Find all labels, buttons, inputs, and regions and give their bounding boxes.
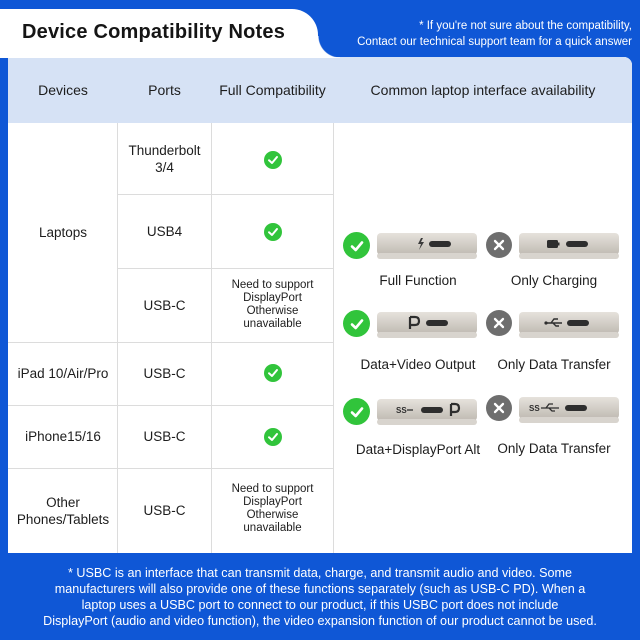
footer-line: DisplayPort (audio and video function), the video expansion function of our product cannot be used. — [43, 614, 597, 628]
port-usbc: USB-C — [143, 366, 186, 381]
note-line: DisplayPort — [243, 292, 302, 304]
device-iphone: iPhone15/16 — [25, 429, 101, 444]
footer-line: manufacturers will also provide one of these functions separately (such as USB-C PD). When a — [54, 582, 586, 596]
port-thunderbolt — [118, 123, 211, 194]
laptop-port-ss-usb — [519, 395, 619, 425]
footer-line: laptop uses a USBC port to connect to our product, if this USBC port does not include — [81, 598, 559, 612]
note-line: Need to support — [231, 483, 314, 495]
availability-label: Full Function — [379, 273, 457, 288]
check-icon — [264, 151, 282, 169]
cross-icon — [486, 395, 512, 421]
availability-label: Only Data Transfer — [497, 441, 611, 456]
header-full-compatibility: Full Compatibility — [219, 82, 326, 98]
check-icon — [343, 310, 370, 337]
displayport-note — [211, 279, 334, 331]
ss-badge: SS — [396, 406, 407, 415]
laptop-port-charging — [519, 231, 619, 261]
cross-icon — [486, 310, 512, 336]
note-line: Otherwise — [246, 509, 299, 521]
header-devices: Devices — [38, 82, 88, 98]
title-tab — [0, 9, 318, 58]
laptop-port-thunderbolt — [377, 231, 477, 261]
check-icon — [343, 232, 370, 259]
compatibility-table — [8, 57, 632, 553]
laptop-port-usb — [519, 310, 619, 340]
note-line: unavailable — [243, 522, 302, 534]
support-note-line2: Contact our technical support team for a quick answer — [357, 36, 632, 48]
port-usbc: USB-C — [143, 297, 186, 313]
availability-label: Only Charging — [510, 273, 598, 288]
laptop-port-ss-displayport — [377, 397, 477, 427]
note-line: Otherwise — [246, 305, 299, 317]
cross-icon — [486, 232, 512, 258]
device-other-phones — [8, 468, 118, 553]
device-other-line2: Phones/Tablets — [16, 511, 110, 527]
footer-line: * USBC is an interface that can transmit data, charge, and transmit audio and video. Some — [67, 566, 573, 580]
availability-label: Only Data Transfer — [497, 357, 611, 372]
displayport-note — [211, 483, 334, 535]
port-usbc: USB-C — [143, 429, 186, 444]
device-laptops: Laptops — [38, 225, 88, 240]
availability-label: Data+Video Output — [360, 357, 476, 372]
check-icon — [264, 364, 282, 382]
footer-note — [12, 565, 628, 629]
header-common-availability: Common laptop interface availability — [370, 82, 596, 98]
note-line: Need to support — [231, 279, 314, 291]
support-note — [302, 18, 632, 50]
check-icon — [343, 398, 370, 425]
ss-badge: SS — [529, 404, 540, 413]
laptop-port-displayport — [377, 310, 477, 340]
port-usb4: USB4 — [146, 223, 183, 239]
device-ipad: iPad 10/Air/Pro — [17, 366, 109, 381]
port-thunderbolt-line2: 3/4 — [155, 159, 174, 175]
page-title: Device Compatibility Notes — [22, 21, 286, 43]
header-ports: Ports — [148, 82, 181, 98]
port-usbc: USB-C — [143, 503, 186, 518]
note-line: unavailable — [243, 318, 302, 330]
availability-label: Data+DisplayPort Alt — [355, 442, 481, 457]
check-icon — [264, 428, 282, 446]
support-note-line1: * If you're not sure about the compatibility, — [419, 20, 632, 32]
port-thunderbolt-line1: Thunderbolt — [128, 142, 201, 158]
device-other-line1: Other — [46, 494, 80, 510]
note-line: DisplayPort — [243, 496, 302, 508]
check-icon — [264, 223, 282, 241]
